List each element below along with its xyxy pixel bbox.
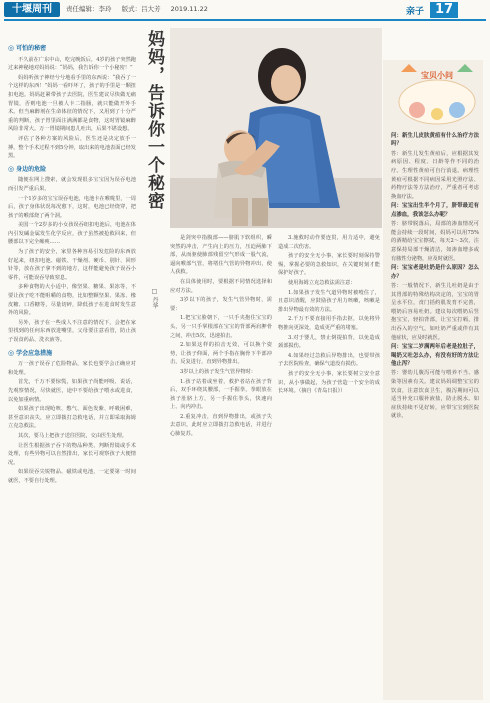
paragraph: 其次，要马上把孩子送往医院，交由医生处理。 bbox=[18, 432, 127, 439]
editor-credit: 责任编辑：李玲 bbox=[66, 5, 112, 13]
article-photo bbox=[170, 28, 382, 228]
paragraph: 使用海姆立克急救法需注意： bbox=[288, 279, 356, 286]
question: 问：宝宝二岁满两年后老是拉肚子，喝奶又吐怎么办，有没有好的方法让他止泻？ bbox=[391, 344, 479, 367]
paragraph: 2.重复冲击，直到异物排出，或孩子失去意识，此时应立即拨打急救电话，并进行心肺复苏。 bbox=[170, 413, 272, 438]
paragraph: 在具体使用时，要根据不同情况选择和应对方法。 bbox=[170, 278, 272, 294]
paragraph: 3岁以上的孩子发生气管异物时： bbox=[180, 368, 256, 375]
answer: 答：脐带脱落后，局部的渗血情况可能会持续一段时间，妈妈可以用75%的酒精给宝宝擦拭，每天2～3次，注意保持局部干燥清洁，如渗血增多或有脓性分泌物，应及时就医。 bbox=[391, 221, 479, 262]
paragraph: 4.如果经过急救后异物排出，也要带孩子去医院检查，确保气道没有损伤。 bbox=[278, 352, 380, 368]
qa-logo-text: 宝贝小问 bbox=[421, 71, 453, 80]
bullet-icon: ◎ bbox=[8, 44, 15, 52]
paragraph: 1.把宝宝脸朝下，一只手夹抱住宝宝的头，另一只手掌根部在宝宝的背部两肩胛骨之间，冲击5次，迅速拍击。 bbox=[170, 315, 272, 339]
answer: 答：新生儿发生黄疸后，应根据其发病原因、程度、日龄等作不同的治疗。生理性黄疸可自行消退。病理性黄疸可根据不同病因采用光照疗法、药物疗法等方法治疗，严重者可考虑换血疗法。 bbox=[391, 150, 479, 200]
paragraph: 让医生根据孩子吞下的物品种类、判断胃镜或手术处理，有些异物可以自然排出，家长可观察孩子大便情况。 bbox=[8, 442, 136, 466]
paragraph: 3岁以下的孩子，发生气管异物时，需要： bbox=[170, 297, 272, 312]
paragraph: 1.孩子站着或坐着，救护者站在孩子背后，双手环绕其腰部，一手握拳，拳眼放在孩子肚脐上方，另一手握住拳头，快速向上、向内冲击。 bbox=[170, 378, 272, 411]
section-heading: ◎ 身边的危险 bbox=[8, 164, 47, 173]
paragraph: 首先，千万不要惊慌，如果孩子尚能呼吸、说话，先观察情况，尽快就医，途中不要给孩子喂水或进食，以免加重病情。 bbox=[8, 379, 136, 403]
section-heading: ◎ 可怕的秘密 bbox=[8, 44, 47, 52]
qa-column bbox=[391, 132, 479, 422]
paragraph: 不久前在广东中山，吃完晚饭后，4岁的孩子突然跑过来神秘地对妈妈说：“妈妈，我告诉你一个小秘密！” bbox=[8, 56, 136, 72]
paragraph: 如果孩子出现呛咳、憋气、面色发紫、呼吸困难，甚至意识丧失，应立即拨打急救电话，并立即采取海姆立克急救法。 bbox=[8, 406, 136, 430]
article-column-middle bbox=[170, 234, 272, 440]
paragraph: 孩子的安全无小事，家长要树立安全意识，从小事做起，为孩子营造一个安全的成长环境。（摘自《青岛日报》） bbox=[278, 370, 380, 395]
paragraph: 3.对于婴儿，禁止倒提拍背，以免造成颈部损伤。 bbox=[278, 334, 380, 350]
answer: 答：婴幼儿腹泻可能与喂养不当、感染等因素有关。建议妈妈调整宝宝的饮食，注意饮食卫生，腹泻期间可以适当补充口服补液盐，防止脱水。如症状持续不见好转，应带宝宝到医院就诊。 bbox=[391, 370, 479, 420]
paragraph: 多种食物的大小适中，像坚果、糖果、果冻等，不要让孩子吃不能咀嚼的食物，比如整颗坚果、果冻、橡皮糖、口香糖等，尽量切碎，降低孩子在进食时发生意外的风险。 bbox=[8, 284, 136, 317]
byline: □ 丹华 bbox=[151, 288, 158, 309]
page-number: 17 bbox=[430, 2, 458, 18]
mother-child-illustration bbox=[170, 28, 382, 228]
qa-logo bbox=[395, 62, 479, 130]
paragraph: 万一孩子误吞了危险物品，家长也要学会正确应对和处理。 bbox=[8, 361, 136, 376]
paragraph: 一个1岁多的宝宝误吞电池，电池卡在喉咙里，一周后，孩子身体状况每况愈下，这时，电池已经烧穿，把孩子的喉部烧了两个洞。 bbox=[8, 195, 136, 219]
issue-date: 2019.11.22 bbox=[170, 5, 208, 13]
paragraph: 美国一个2岁多的小女孩误吞纽扣电池后，电池在体内引发碱金属发生化学反应，孩子虽然被抢救回来，但腰部以下完全瘫痪…… bbox=[8, 222, 136, 246]
answer: 答：一般情况下，新生儿吐奶是由于其胃部的特殊结构决定的，宝宝的胃呈水平位，贲门括约肌发育不完善，喂奶后容易吐奶。建议每次喂奶后竖抱宝宝，轻拍背部，让宝宝打嗝，排出吞入的空气。如吐奶严重或伴有其他症状，应及时就医。 bbox=[391, 282, 479, 341]
paragraph: 为了孩子的安全，家里各种容易引发危险的东西放好起来，纽扣电池、磁铁、干燥剂、硬币、别针、回形针等，放在孩子拿不到的地方，这样能避免孩子误吞小零件，可能误吞导致窒息。 bbox=[8, 249, 136, 281]
header-meta bbox=[66, 4, 216, 13]
paragraph: 如果误吞尖锐物品、磁铁或电池，一定要第一时间就医，不要自行处理。 bbox=[8, 469, 136, 484]
paragraph: 孩子的安全无小事，家长要时刻保持警惕，掌握必要的急救知识，在关键时刻才能保护好孩子。 bbox=[278, 253, 380, 277]
paragraph: 1.如果孩子发生气道异物时被噎住了，且意识清醒，应鼓励孩子用力咳嗽，咳嗽是排出异物最有效的方法。 bbox=[278, 289, 380, 313]
page-header bbox=[0, 0, 490, 20]
bullet-icon: ◎ bbox=[8, 164, 15, 173]
paragraph: 是剑突中指腹部——脐肌下软组织，瞬突然的冲击，产生向上的压力，压迫两肺下部，从而驱使肺部残留空气形成一股气流，逼向喉部气管，将堵住气管的异物冲出，使人获救。 bbox=[170, 235, 272, 276]
question: 问：宝宝老是吐奶是什么原因？怎么办？ bbox=[391, 265, 479, 280]
section-name: 亲子 bbox=[406, 7, 425, 17]
paragraph: 2.千万不要直接用手指去抠，以免将异物推向更深处，造成更严重的堵塞。 bbox=[278, 316, 380, 331]
paragraph: 2.如果这样的拍击无效，可以换个姿势，让孩子仰面，两个手指在胸骨下半部冲击，反复进行，直到异物排出。 bbox=[170, 342, 272, 366]
masthead: 十堰周刊 bbox=[4, 2, 60, 17]
paragraph: 评估了各种方案的风险后，医生还是决定放手一搏。整个手术过程不到5分钟，取出来的电池表面已经发黑。 bbox=[8, 135, 136, 160]
header-rule bbox=[4, 19, 486, 21]
bullet-icon: ◎ bbox=[8, 348, 15, 357]
paragraph: 妈妈听孩子神经兮兮地看手里的东西说：“我吞了一个这样的东西！”妈妈一看吓坏了，孩子的手里是一颗扭扣电池。妈妈赶紧带孩子去医院，医生建议尽快做无痛胃镜，否则电池一旦被人卡二指肠，就只能做开外手术。但当麻醉剂在生命体征的情况下，又用到了十分严重的判断，孩子胃里面注满满都是食物，这时胃镜麻醉风险非常大。万一胃镜期间患儿吐出，后果不堪设想。 bbox=[8, 74, 136, 133]
paragraph: 3.施救时动作要连贯，用力适中，避免造成二次伤害。 bbox=[278, 235, 380, 250]
article-column-right bbox=[278, 234, 380, 397]
layout-credit: 版式：吕大芳 bbox=[121, 5, 161, 13]
paragraph: 另外，孩子在一些成人不注意的情况下，会把在家里找到的任何东西放进嘴里，父母要注意看管，防止孩子误食药品、洗衣液等。 bbox=[8, 319, 136, 343]
article-column-left bbox=[8, 40, 136, 487]
article-title: 妈妈，告诉你一个秘密 bbox=[144, 30, 164, 210]
question: 问：宝宝出生半个月了，脐带最近有点渗血，我该怎么办呢？ bbox=[391, 203, 479, 218]
paragraph: 随便在网上搜索，就会发现很多宝宝因为误吞电池而引发严重后果。 bbox=[8, 177, 136, 192]
section-heading: ◎ 学会应急措施 bbox=[8, 348, 53, 357]
question: 问：新生儿皮肤黄疸有什么治疗方法吗？ bbox=[391, 133, 479, 148]
